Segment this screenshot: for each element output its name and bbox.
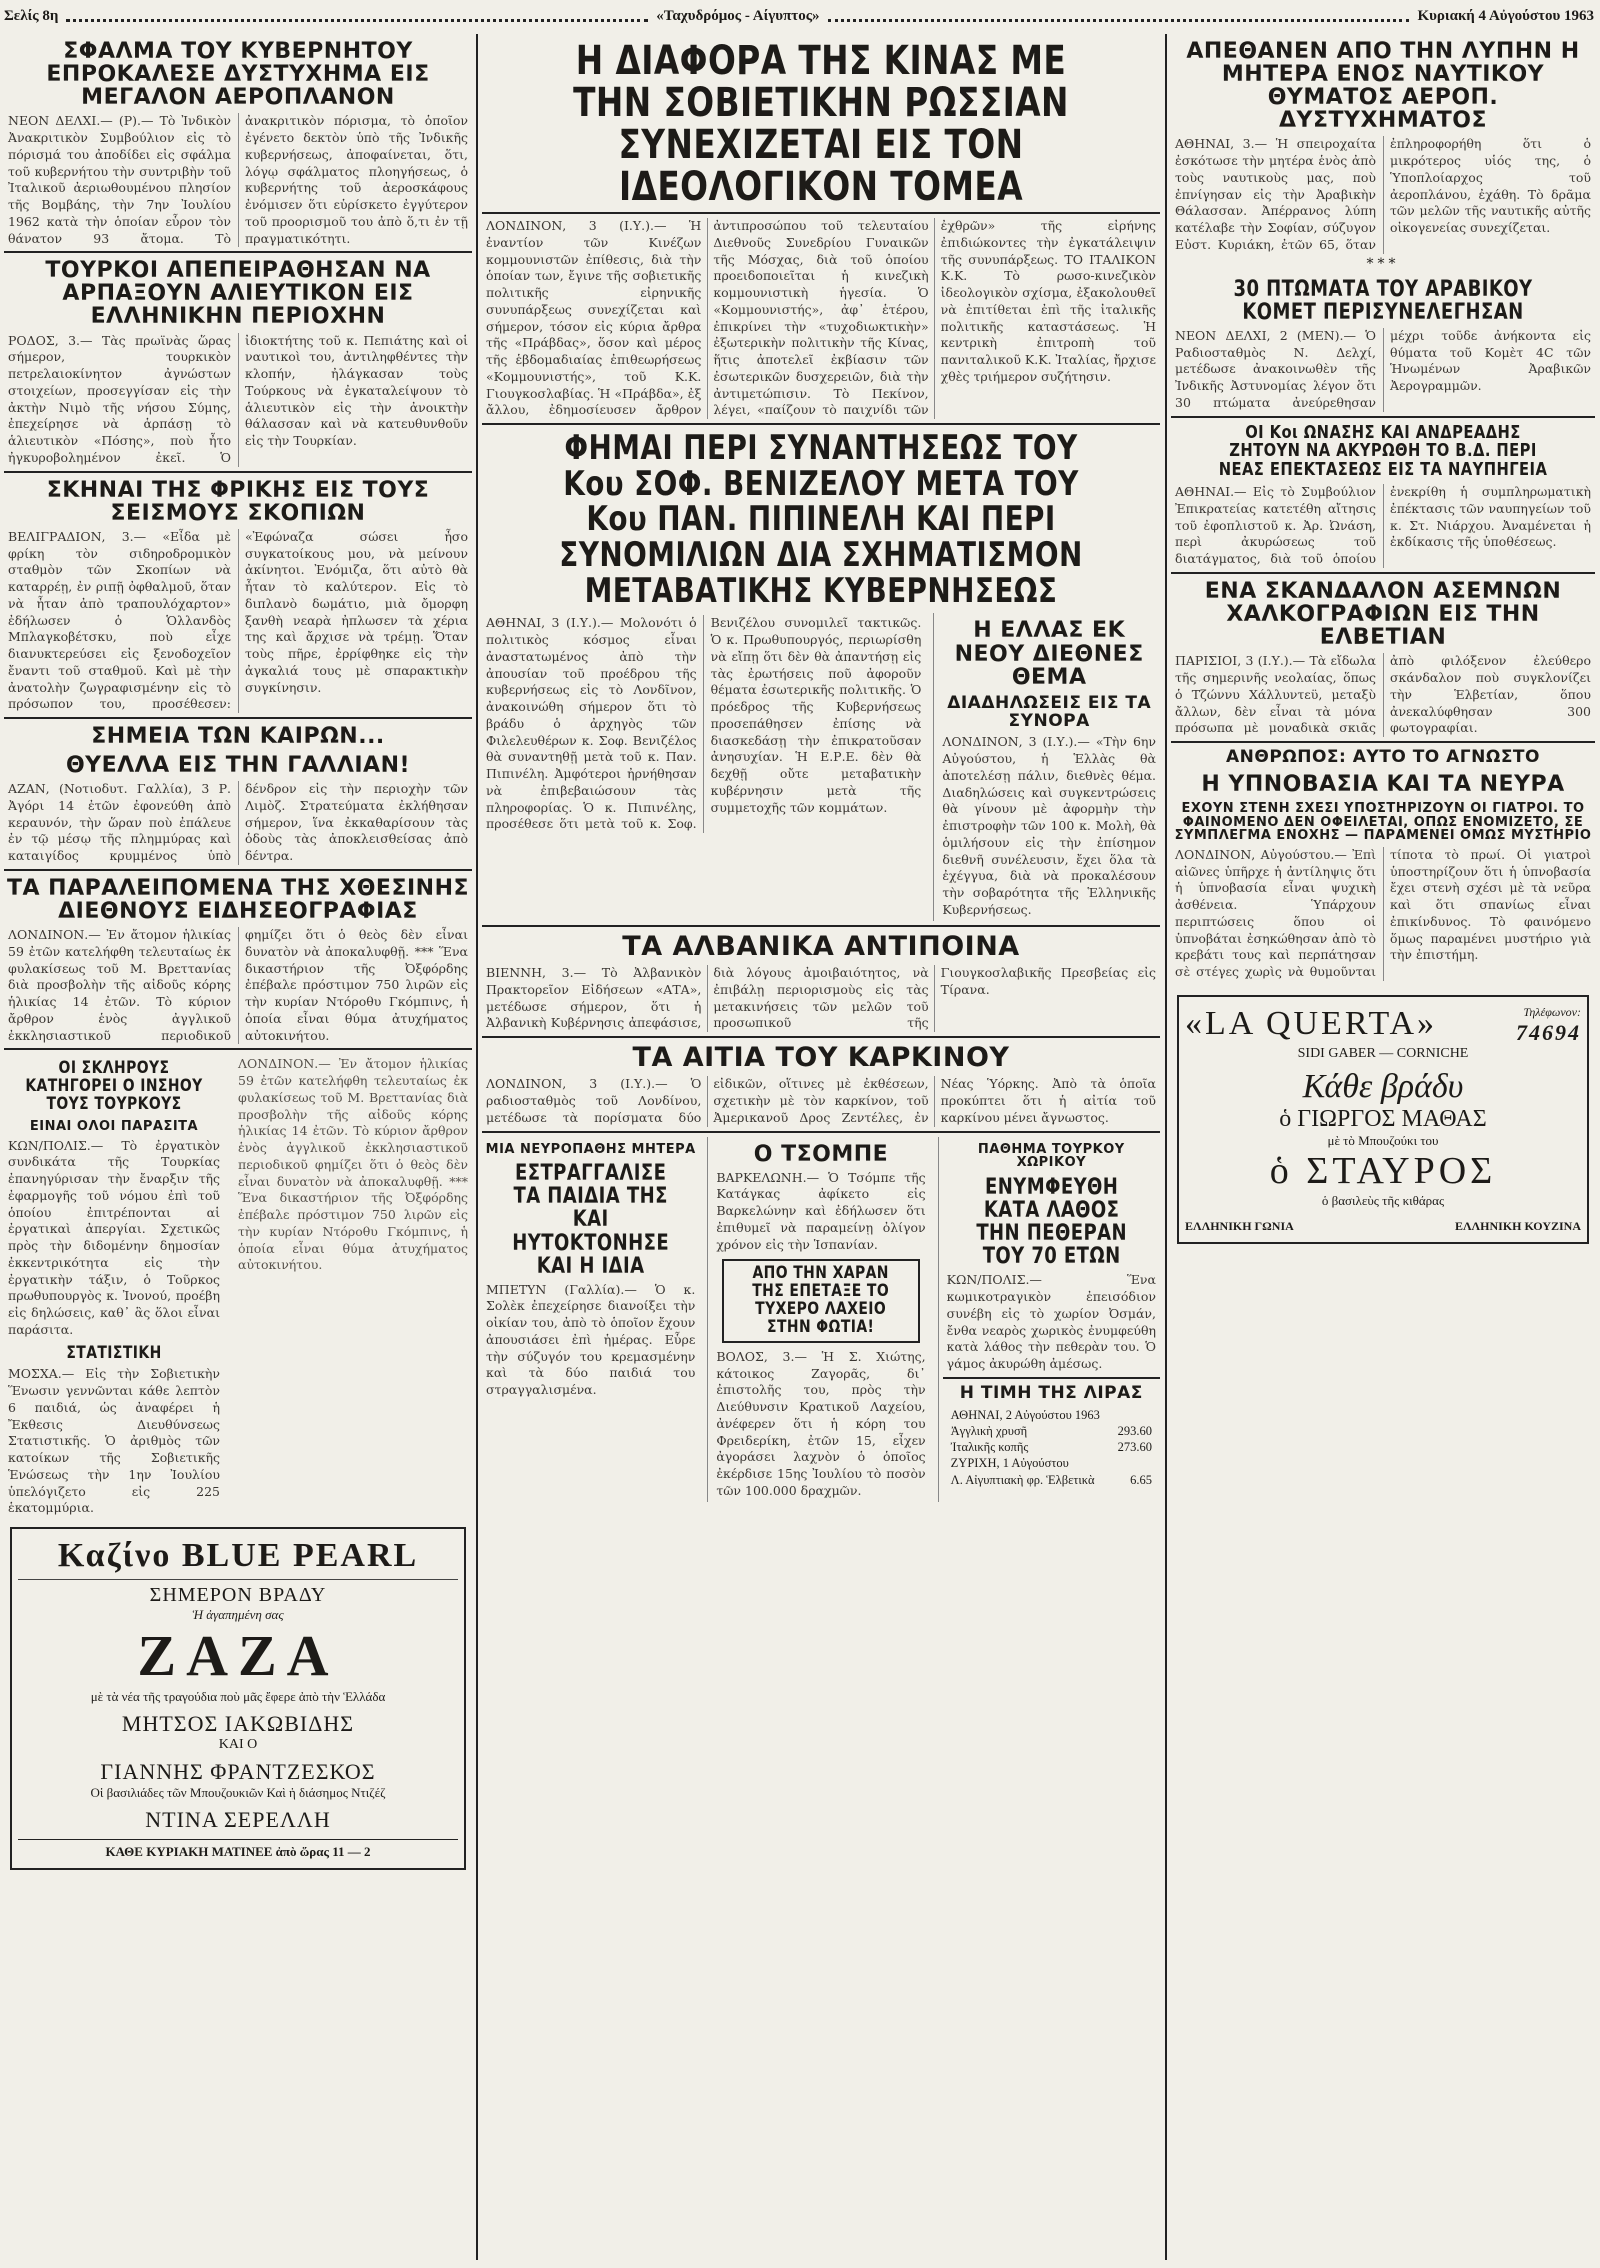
- article-text: ΒΙΕΝΝΗ, 3.— Τὸ Ἀλβανικὸν Πρακτορεῖον Εἰδήσεων «ΑΤΑ», μετέδωσε σήμερον, ὅτι ἡ Ἀλβανικὴ Κυβέρνησις ἀπεφάσισε, διὰ λόγους ἀμοιβαιότητος, νὰ ἐπιβάλῃ περιορισμοὺς εἰς τὰς μετακινήσεις τῶν μελῶν τοῦ προσωπικοῦ τῆς Γιουγκοσλαβικῆς Πρεσβείας εἰς Τίρανα.: [486, 965, 1156, 1031]
- subcolumn: [707, 1137, 929, 1502]
- article-text: ΜΟΣΧΑ.— Εἰς τὴν Σοβιετικὴν Ἕνωσιν γεννῶνται κάθε λεπτὸν 6 παιδιά, ὡς ἀναφέρει ἡ Ἔκθεσις Διευθύνσεως Στατιστικῆς. Ὁ ἀριθμὸς τῶν κατοίκων τῆς Σοβιετικῆς Ἑνώσεως τὴν 1ην Ἰουλίου ὑπελόγιζετο εἰς 225 ἑκατομμύρια.: [8, 1366, 220, 1516]
- ad-every-night: Κάθε βράδυ: [1302, 1067, 1464, 1105]
- rate-label: Λ. Αἰγυπτιακὴ φρ. Ἑλβετικὰ: [950, 1472, 1095, 1487]
- ad-tonight: ΣΗΜΕΡΟΝ ΒΡΑΔΥ: [149, 1584, 327, 1607]
- separator-stars: ***: [1366, 255, 1400, 272]
- article-text: ΚΩΝ/ΠΟΛΙΣ.— Ἕνα κωμικοτραγικὸν ἐπεισόδιον συνέβη εἰς τὸ χωρίον Ὀσμάν, ἔνθα νεαρὸς χωρικὸς ἐνυμφεύθη κατὰ λάθος τὴν πεθερὰν του. Ὁ γάμος ἀκυρώθη ἀμέσως.: [946, 1272, 1156, 1371]
- column-center: [482, 34, 1160, 2260]
- headline: 30 ΠΤΩΜΑΤΑ ΤΟΥ ΑΡΑΒΙΚΟΥ ΚΟΜΕΤ ΠΕΡΙΣΥΝΕΛΕΓΗΣΑΝ: [1233, 276, 1533, 325]
- article-text: ΚΩΝ/ΠΟΛΙΣ.— Τὸ ἐργατικὸν συνδικάτα τῆς Τουρκίας ἐπανηγύρισαν τὴν ἔναρξιν τῆς ἐφαρμογῆς τοῦ νόμου ἐπὶ τοῦ ὁποίου ἐπιτρέπονται αἱ ἐργατικαὶ ἀπεργίαι. Σχετικῶς πρὸς τὴν διδομένην δημοσίαν ἐκκεντρικότητα εἰς τὴν ἐργατικὴν τάξιν, ὁ Τοῦρκος πρωθυπουργὸς κ. Ἰνονού, προέβη εἰς δηλώσεις, καθ᾽ ἃς ὅλοι εἶναι παράσιτα.: [8, 1137, 220, 1337]
- headline: ΤΑ ΑΙΤΙΑ ΤΟΥ ΚΑΡΚΙΝΟΥ: [632, 1042, 1010, 1073]
- divider: [482, 423, 1160, 425]
- rates-dateline: ΖΥΡΙΧΗ, 1 Αὐγούστου: [950, 1456, 1069, 1471]
- article-text: ΝΕΟΝ ΔΕΛΧΙ.— (Ρ).— Τὸ Ἰνδικὸν Ἀνακριτικὸν Συμβούλιον εἰς τὸ πόρισμά του ἀποδίδει εἰς σφάλμα τοῦ κυβερνήτου τὴν συντριβὴν τοῦ Ἰταλικοῦ ἀεριωθουμένου πλησίον τῆς Βομβάης, τὴν 7ην Ἰουλίου 1962 κατὰ τὴν ὁποίαν εὗρον τὸν θάνατον 93 ἄτομα. Τὸ ἀνακριτικὸν πόρισμα, τὸ ὁποῖον ἐγένετο δεκτὸν ὑπὸ τῆς Ἰνδικῆς κυβερνήσεως, ἀποφαίνεται, ὅτι, λόγῳ σφάλματος πλοηγήσεως, ὁ κυβερνήτης τοῦ ἀεροσκάφους ἐνόμισεν ὅτι εὑρίσκετο ἐγγύτερον τοῦ προορισμοῦ του ἀπὸ ὅ,τι ἐν τῇ πραγματικότητι.: [8, 113, 468, 246]
- ad-beloved: Ἡ ἀγαπημένη σας: [192, 1607, 284, 1623]
- kicker: ΑΝΘΡΩΠΟΣ: ΑΥΤΟ ΤΟ ΑΓΝΩΣΤΟ: [1226, 747, 1540, 768]
- divider: [482, 1036, 1160, 1038]
- headline: ΕΣΤΡΑΓΓΑΛΙΣΕ ΤΑ ΠΑΙΔΙΑ ΤΗΣ ΚΑΙ ΗΥΤΟΚΤΟΝΗΣΕ ΚΑΙ Η ΙΔΙΑ: [512, 1161, 670, 1279]
- headline: ΤΑ ΠΑΡΑΛΕΙΠΟΜΕΝΑ ΤΗΣ ΧΘΕΣΙΝΗΣ ΔΙΕΘΝΟΥΣ ΕΙΔΗΣΕΟΓΡΑΦΙΑΣ: [6, 875, 470, 925]
- divider: [4, 1048, 472, 1050]
- headline: ΟΙ ΣΚΛΗΡΟΥΣ ΚΑΤΗΓΟΡΕΙ Ο ΙΝΣΗΟΥ ΤΟΥΣ ΤΟΥΡΚΟΥΣ: [25, 1058, 203, 1115]
- ad-footer-right: ΕΛΛΗΝΙΚΗ ΚΟΥΖΙΝΑ: [1454, 1218, 1581, 1233]
- center-block: [482, 613, 1160, 920]
- subcolumn: [933, 613, 1160, 920]
- divider: [482, 1131, 1160, 1133]
- headline: ΘΥΕΛΛΑ ΕΙΣ ΤΗΝ ΓΑΛΛΙΑΝ!: [65, 753, 411, 779]
- ad-casino-name: Καζίνο BLUE PEARL: [57, 1537, 419, 1575]
- ad-location: SIDI GABER — CORNICHE: [1297, 1045, 1469, 1061]
- ad-star: ΖΑΖΑ: [137, 1623, 339, 1689]
- article-text: ΝΕΟΝ ΔΕΛΧΙ, 2 (ΜΕΝ).— Ὁ Ραδιοσταθμὸς Ν. Δελχί, μετέδωσε ἀνακοινωθὲν τῆς Ἰνδικῆς Ἀστυνομίας λέγον ὅτι 30 πτώματα ἀνεύρεθησαν μέχρι τοῦδε ἀνήκοντα εἰς θύματα τοῦ Κομὲτ 4C τῶν Ἡνωμένων Ἀραβικῶν Ἀερογραμμῶν.: [1175, 327, 1591, 410]
- subcolumn: [482, 613, 925, 920]
- article-text: ΒΕΛΙΓΡΑΔΙΟΝ, 3.— «Εἶδα μὲ φρίκη τὸν σιδηροδρομικὸν σταθμὸν τῶν Σκοπίων νὰ καταρρέῃ, ἐν ριπῇ ὀφθαλμοῦ, ὅταν νὰ ἦταν ἀπὸ τραπουλόχαρτον» ἐδήλωσεν ὁ Ὁλλανδὸς Μπλαγκοβέτσκυ, ποὺ εἶχε διανυκτερεύσει εἰς ξενοδοχεῖον ἔναντι τοῦ σταθμοῦ. Καὶ μὲ τὴν ἀνατολὴν ζωγραφισμένην εἰς τὸ πρόσωπον του, προσέθεσεν: «Ἐφώναζα σώσει ἦσο συγκατοίκους μου, νὰ μείνουν ἀκίνητοι. Ἐνόμιζα, ὅτι αὐτὸ θὰ ἦταν τὸ καλύτερον. Εἰς τὸ διπλανὸ δωμάτιο, μιὰ ὄμορφη ξανθὴ νεαρὰ ἠπλωσεν τὰ χέρια της καὶ ἄρχισε νὰ τρέμῃ. Ὅταν τοὺς πῆρε, ἐρρίφθηκε εἰς τὴν ἀγκαλιά τους μὲ σπαρακτικὴν συγκίνησιν.: [8, 528, 468, 712]
- lead-headline: ΦΗΜΑΙ ΠΕΡΙ ΣΥΝΑΝΤΗΣΕΩΣ ΤΟΥ Κου ΣΟΦ. ΒΕΝΙΖΕΛΟΥ ΜΕΤΑ ΤΟΥ Κου ΠΑΝ. ΠΙΠΙΝΕΛΗ ΚΑΙ ΠΕΡΙ ΣΥΝΟΜΙΛΙΩΝ ΔΙΑ ΣΧΗΜΑΤΙΣΜΟΝ ΜΕΤΑΒΑΤΙΚΗΣ ΚΥΒΕΡΝΗΣΕΩΣ: [559, 428, 1083, 611]
- subcolumn: [938, 1137, 1160, 1502]
- ad-performer: ΝΤΙΝΑ ΣΕΡΕΛΛΗ: [145, 1807, 331, 1833]
- headline: ΟΙ Κοι ΩΝΑΣΗΣ ΚΑΙ ΑΝΔΡΕΑΔΗΣ ΖΗΤΟΥΝ ΝΑ ΑΚΥΡΩΘΗ ΤΟ Β.Δ. ΠΕΡΙ ΝΕΑΣ ΕΠΕΚΤΑΣΕΩΣ ΕΙΣ ΤΑ ΝΑΥΠΗΓΕΙΑ: [1218, 421, 1548, 481]
- headline: ΣΗΜΕΙΑ ΤΩΝ ΚΑΙΡΩΝ...: [91, 724, 385, 749]
- ad-king: ὁ βασιλεὺς τῆς κιθάρας: [1321, 1192, 1445, 1208]
- subheadline: ΔΙΑΔΗΛΩΣΕΙΣ ΕΙΣ ΤΑ ΣΥΝΟΡΑ: [947, 692, 1152, 731]
- article-text: ΛΟΝΔΙΝΟΝ, 3 (Ι.Υ.).— Ὁ ραδιοσταθμὸς τοῦ Λονδίνου, μετέδωσε τὰ πορίσματα δύο εἰδικῶν, οἵτινες μὲ ἐκθέσεων, σχετικὴν μὲ τὸν καρκίνον, τοῦ Ἀμερικανοῦ Δρος Ζεντέλες, ἐν Νέας Ὑόρκης. Ἀπὸ τὰ ὁποῖα προκύπτει ὅτι ἡ αἰτία τοῦ καρκίνου μένει ἄγνωστος.: [486, 1076, 1156, 1125]
- subcolumn: [482, 1137, 699, 1502]
- masthead-rule: [828, 11, 1410, 22]
- divider: [1171, 572, 1595, 574]
- headline: ΤΑ ΑΛΒΑΝΙΚΑ ΑΝΤΙΠΟΙΝΑ: [622, 930, 1020, 962]
- rate-row: [951, 1472, 1152, 1488]
- article-text: ΑΖΑΝ, (Νοτιοδυτ. Γαλλία), 3 Ρ. Ἀγόρι 14 ἐτῶν ἐφονεύθη ἀπὸ κεραυνόν, τὴν ὥραν ποὺ ἐπάλευε ἐν τῷ μέσῳ τῆς πλημμύρας καὶ καταιγίδος κρυμμένος ὑπὸ δένδρον εἰς τὴν περιοχὴν τῶν Λιμὸζ. Στρατεύματα ἐκλήθησαν σήμερον, ἵνα ἐκκαθαρίσουν τὰς ὁδοὺς τὰς ἀποκλεισθείσας ἀπὸ δέντρα.: [8, 781, 468, 864]
- subcolumn: [4, 1054, 224, 1519]
- ad-venue-name: «LA QUERTA»: [1185, 1004, 1438, 1042]
- ad-matinee: ΚΑΘΕ ΚΥΡΙΑΚΗ ΜΑΤΙΝΕΕ ἀπὸ ὥρας 11 — 2: [18, 1839, 458, 1860]
- divider: [482, 925, 1160, 927]
- headline: ΕΝΥΜΦΕΥΘΗ ΚΑΤΑ ΛΑΘΟΣ ΤΗΝ ΠΕΘΕΡΑΝ ΤΟΥ 70 ΕΤΩΝ: [975, 1174, 1127, 1270]
- divider: [4, 717, 472, 719]
- lower-left-block: [4, 1054, 472, 1519]
- article-text: ΠΑΡΙΣΙΟΙ, 3 (Ι.Υ.).— Τὰ εἴδωλα τῆς σημερινῆς νεολαίας, ὅπως ὁ Τζώννυ Χάλλυντεϋ, μεταξὺ ἄλλων, δὲν εἶναι τὰ μόνα πρόσωπα μὲ μοναδικὰ σκιᾶς ἀπὸ φιλόξενον ἐλεύθερο σκάνδαλον ποὺ συγκλονίζει τὴν Ἑλβετίαν, ὅπου ἀνεκαλύφθησαν 300 φωτογραφίαι.: [1175, 653, 1591, 736]
- rate-label: Ἀγγλικὴ χρυσῆ: [950, 1423, 1028, 1438]
- paper-name: «Ταχυδρόμος - Αίγυπτος»: [656, 7, 820, 24]
- divider: [1171, 416, 1595, 418]
- column-rule: [1165, 34, 1167, 2260]
- headline: ΣΤΑΤΙΣΤΙΚΗ: [66, 1342, 162, 1363]
- ad-songs: μὲ τὰ νέα τῆς τραγούδια ποὺ μᾶς ἔφερε ἀπὸ τὴν Ἑλλάδα: [90, 1689, 386, 1705]
- article-text: ΛΟΝΔΙΝΟΝ, Αὐγούστου.— Ἐπὶ αἰῶνες ὑπῆρχε ἡ ἀντίληψις ὅτι ἡ ὑπνοβασία εἶναι ψυχικὴ ἀσθένεια. Ὑπάρχουν περιπτώσεις ὅπου οἱ ὑπνοβάται ἐσηκώθησαν ἀπὸ τὸ κρεβάτι τους καὶ περπάτησαν σὲ στέγες χωρὶς νὰ θυμοῦνται τίποτα τὸ πρωί. Οἱ γιατροὶ ὑποστηρίζουν ὅτι ἡ ὑπνοβασία ἔχει στενὴ σχέσι μὲ τὰ νεῦρα καὶ ὅτι σπανίως εἶναι ἐπικίνδυνος. Τὸ φαινόμενο ὅμως παραμένει μυστήριο γιὰ τὴν ἐπιστήμη.: [1175, 846, 1591, 980]
- headline: Η ΥΠΝΟΒΑΣΙΑ ΚΑΙ ΤΑ ΝΕΥΡΑ: [1201, 771, 1565, 797]
- article-text: ΑΘΗΝΑΙ, 3 (Ι.Υ.).— Μολονότι ὁ πολιτικὸς κόσμος εἶναι ἀναστατωμένος ἀπὸ τὴν ἀπουσίαν τοῦ προέδρου τῆς κυβερνήσεως εἰς τὸ Λονδῖνον, ἀνακοινώθη σήμερον ὅτι τὸ βράδυ ὁ ἀρχηγὸς τῶν Φιλελευθέρων κ. Σοφ. Βενιζέλος θὰ συναντηθῇ μετὰ τοῦ κ. Παν. Πιπινέλη. Ἀμφότεροι ἠρνήθησαν νὰ ἐπιβεβαιώσουν τὰς πληροφορίας. Ὁ κ. Πιπινέλης, προσέθεσε ὅτι μετὰ τοῦ κ. Σοφ. Βενιζέλου συνομιλεῖ τακτικῶς. Ὁ κ. Πρωθυπουργός, περιωρίσθη νὰ εἴπῃ ὅτι δὲν θὰ ἀπαντήσῃ εἰς τὰς ἐρωτήσεις ποῦ ἀφοροῦν θέματα ἐσωτερικῆς πολιτικῆς. Ὁ πρόεδρος τῆς Κυβερνήσεως προσεπάθησεν ἐπίσης νὰ διασκεδάσῃ τὴν ἐπικρατοῦσαν ἀνησυχίαν. Ἡ Ε.Ρ.Ε. δὲν θὰ δεχθῇ οὔτε μεταβατικὴν κυβέρνησιν μετὰ τῆς συμμετοχῆς τῶν κομμάτων.: [486, 615, 922, 832]
- masthead: [4, 4, 1594, 28]
- divider: [4, 251, 472, 253]
- ad-with: μὲ τὸ Μπουζούκι του: [1327, 1132, 1439, 1148]
- divider: [943, 1377, 1160, 1379]
- masthead-rule: [66, 11, 648, 22]
- divider: [482, 212, 1160, 214]
- rates-dateline: ΑΘΗΝΑΙ, 2 Αὐγούστου 1963: [950, 1407, 1100, 1422]
- rate-value: 273.60: [1117, 1440, 1152, 1455]
- casino-advertisement: [10, 1527, 466, 1870]
- divider: [18, 1579, 458, 1580]
- headline: Η ΕΛΛΑΣ ΕΚ ΝΕΟΥ ΔΙΕΘΝΕΣ ΘΕΜΑ: [954, 618, 1144, 690]
- article-text: ΛΟΝΔΙΝΟΝ, 3 (Ι.Υ.).— «Τὴν 6ην Αὐγούστου, ἡ Ἑλλὰς θὰ ἀποτελέσῃ πάλιν, διεθνὲς θέμα. Διαδηλώσεις καὶ συγκεντρώσεις θὰ γίνουν μὲ ἀφορμὴν τὴν ἐπιστροφὴν τῶν 100 κ. Μολὴ, θὰ ὁμιλήσουν εἰς τὴν ἐπίσημον διεθνῆ συνέλευσιν, ἔχει ὅλα τὰ ἐχέγγυα, διὰ νὰ προκαλέσουν τὴν σοβαρότητα τῆς Ἑλληνικῆς Κυβερνήσεως.: [942, 734, 1156, 917]
- ad-footer-left: ΕΛΛΗΝΙΚΗ ΓΩΝΙΑ: [1185, 1218, 1294, 1233]
- ad-musician: ὁ ΣΤΑΥΡΟΣ: [1269, 1149, 1497, 1192]
- rate-value: 6.65: [1130, 1472, 1152, 1487]
- rate-row: [951, 1423, 1152, 1439]
- column-rule: [476, 34, 478, 2260]
- headline: Η ΤΙΜΗ ΤΗΣ ΛΙΡΑΣ: [959, 1382, 1143, 1403]
- headline: Ο ΤΣΟΜΠΕ: [753, 1141, 889, 1167]
- ad-footer: [1185, 1219, 1581, 1234]
- boxed-headline: [722, 1259, 919, 1342]
- subcolumn: [234, 1054, 472, 1519]
- article-text: ΛΟΝΔΙΝΟΝ, 3 (Ι.Υ.).— Ἡ ἐναντίον τῶν Κινέζων κομμουνιστῶν ἐπίθεσις, διὰ τὴν ὁποίαν των, ἔγινε τῆς σοβιετικῆς πολιτικῆς εἰρηνικῆς συνυπάρξεως συνεχίζεται καὶ σήμερον, τόσον εἰς κύρια ἄρθρα τῆς «Πράβδας», ὅσον καὶ μέρος τῆς ἑβδομαδιαίας ἐπιθεωρήσεως «Κομμουνιστής», τοῦ Κ.Κ. Γιουγκοσλαβίας. Ἡ «Πράβδα», ἐξ ἄλλου, ἐδημοσίευσεν ἄρθρον ἀντιπροσώπου τοῦ τελευταίου Διεθνοῦς Συνεδρίου Γυναικῶν τῆς Μόσχας, διὰ τοῦ ὁποίου προειδοποιεῖται ἡ κινεζικὴ κομμουνιστικὴ ἡγεσία. Ὁ «Κομμουνιστής», ἀφ᾽ ἑτέρου, ἐπικρίνει τὴν «τυχοδιωκτικὴν» ἐξωτερικὴν πολιτικὴν τῆς Κίνας, ἥτις ἀποτελεῖ ἐκβίασιν τῶν ἐσωτερικῶν δυσχερειῶν, διὰ τὴν ἀντιμετώπισιν. Τὸ Πεκίνον, λέγει, «παίζουν τὸ παιχνίδι τῶν ἐχθρῶν» τῆς εἰρήνης ἐπιδιώκοντες τὴν ἐγκατάλειψιν τῆς συνυπάρξεως. ΤΟ ΙΤΑΛΙΚΟΝ Κ.Κ. Τὸ ρωσο-κινεζικὸν ἰδεολογικὸν σχίσμα, ἐξακολουθεῖ νὰ ἐπιτίθεται ἐπὶ τῆς ἰταλικῆς πολιτικῆς καταστάσεως. Ἡ κεντρικὴ ἐπιτροπὴ τοῦ πανιταλικοῦ Κ.Κ. Ἰταλίας, ἤρχισε χθὲς τριήμερον συζήτησιν.: [486, 218, 1156, 418]
- subheadline: ΕΧΟΥΝ ΣΤΕΝΗ ΣΧΕΣΙ ΥΠΟΣΤΗΡΙΖΟΥΝ ΟΙ ΓΙΑΤΡΟΙ. ΤΟ ΦΑΙΝΟΜΕΝΟ ΔΕΝ ΟΦΕΙΛΕΤΑΙ, ΟΠΩΣ ΕΝΟΜΙΖΕΤΟ, ΣΕ ΣΥΜΠΛΕΓΜΑ ΕΝΟΧΗΣ — ΠΑΡΑΜΕΝΕΙ ΟΜΩΣ ΜΥΣΤΗΡΙΟ: [1174, 800, 1592, 844]
- article-text: ΒΟΛΟΣ, 3.— Ἡ Σ. Χιώτης, κάτοικος Ζαγορᾶς, δι᾽ ἐπιστολῆς του, πρὸς τὴν Διεύθυνσιν Κρατικοῦ Λαχείου, ἀνέφερεν ὅτι ἡ κόρη του Φρειδερίκη, ἐτῶν 15, εἶχεν ἀγοράσει λαχνὸν ὁ ὁποῖος ἐκέρδισε 15ης Ἰουλίου τὸ ποσὸν τῶν 100.000 δραχμῶν.: [716, 1348, 926, 1498]
- headline: ΑΠΟ ΤΗΝ ΧΑΡΑΝ ΤΗΣ ΕΠΕΤΑΞΕ ΤΟ ΤΥΧΕΡΟ ΛΑΧΕΙΟ ΣΤΗΝ ΦΩΤΙΑ!: [752, 1263, 890, 1337]
- ad-phone-block: [1516, 1005, 1581, 1046]
- article-text: ΡΟΔΟΣ, 3.— Τὰς πρωϊνὰς ὥρας σήμερον, τουρκικὸν πετρελαιοκίνητον ἀγνώστων στοιχείων, προσεγγίσαν εἰς τὴν ἀκτὴν Νιμὸ τῆς νήσου Σύμης, ἐπεχείρησε νὰ ἁρπάσῃ τὸ ἁλιευτικὸν «Πόσης», ποὺ ἦτο ἠγκυροβολημένον ἐκεῖ. Ὁ ἰδιοκτήτης τοῦ κ. Πεπιάτης καὶ οἱ ναυτικοὶ του, ἀντιληφθέντες τὴν κλοπήν, ἠλάγκασαν τοὺς Τούρκους νὰ ἐγκαταλείψουν τὸ ἁλιευτικὸν εἰς τὴν ἀνοικτὴν θάλασσαν καὶ νὰ κατευθυνθοῦν εἰς τὴν Τουρκίαν.: [8, 332, 468, 465]
- article-text: ΒΑΡΚΕΛΩΝΗ.— Ὁ Τσόμπε τῆς Κατάγκας ἀφίκετο εἰς Βαρκελώνην καὶ ἐδήλωσεν ὅτι ἐπιθυμεῖ νὰ παραμείνῃ ὀλίγον χρόνον εἰς τὴν Ἱσπανίαν.: [716, 1169, 926, 1252]
- column-right: [1171, 34, 1595, 2260]
- headline: ΤΟΥΡΚΟΙ ΑΠΕΠΕΙΡΑΘΗΣΑΝ ΝΑ ΑΡΠΑΞΟΥΝ ΑΛΙΕΥΤΙΚΟΝ ΕΙΣ ΕΛΛΗΝΙΚΗΝ ΠΕΡΙΟΧΗΝ: [45, 258, 431, 330]
- restaurant-advertisement: [1177, 995, 1589, 1244]
- column-left: [4, 34, 472, 2260]
- page-number: Σελίς 8η: [4, 7, 59, 24]
- kicker: ΠΑΘΗΜΑ ΤΟΥΡΚΟΥ ΧΩΡΙΚΟΥ: [977, 1141, 1125, 1171]
- article-text: ΛΟΝΔΙΝΟΝ.— Ἐν ἄτομον ἡλικίας 59 ἐτῶν κατελήφθη τελευταίως ἐκ φυλακίσεως τοῦ Μ. Βρεττανίας διὰ προσβολὴν τῆς αἰδοῦς κόρης ἡλικίας 14 ἐτῶν. Τὸ κύριον ἄρθρον ἑνὸς ἀγγλικοῦ ἐκκλησιαστικοῦ περιοδικοῦ φημίζει ὅτι ὁ θεὸς δὲν εἶναι δυνατὸν νὰ ἀποκαλυφθῇ. *** Ἕνα δικαστήριον τῆς Ὀξφόρδης ἐπέβαλε πρόστιμον 750 λιρῶν εἰς τὴν κυρίαν Ντόροθυ Γκόμπινς, ἡ ὁποία εἶναι θύμα ἀτυχήματος αὐτοκινήτου.: [238, 1056, 468, 1273]
- rate-row: [951, 1439, 1152, 1455]
- rate-label: Ἰταλικῆς κοπῆς: [950, 1440, 1029, 1455]
- kicker: ΜΙΑ ΝΕΥΡΟΠΑΘΗΣ ΜΗΤΕΡΑ: [485, 1141, 696, 1157]
- issue-date: Κυριακή 4 Αὐγούστου 1963: [1417, 7, 1595, 24]
- ad-performer: ΓΙΑΝΝΗΣ ΦΡΑΝΤΖΕΣΚΟΣ: [100, 1759, 376, 1785]
- ad-and: ΚΑΙ Ο: [218, 1737, 258, 1753]
- article-text: ΛΟΝΔΙΝΟΝ.— Ἐν ἄτομον ἡλικίας 59 ἐτῶν κατελήφθη τελευταίως ἐκ φυλακίσεως τοῦ Μ. Βρεττανίας διὰ προσβολὴν τῆς αἰδοῦς κόρης ἡλικίας 14 ἐτῶν. Τὸ κύριον ἄρθρον ἑνὸς ἀγγλικοῦ ἐκκλησιαστικοῦ περιοδικοῦ φημίζει ὅτι ὁ θεὸς δὲν εἶναι δυνατὸν νὰ ἀποκαλυφθῇ. *** Ἕνα δικαστήριον τῆς Ὀξφόρδης ἐπέβαλε πρόστιμον 750 λιρῶν εἰς τὴν κυρίαν Ντόροθυ Γκόμπινς, ἡ ὁποία εἶναι θύμα ἀτυχήματος αὐτοκινήτου.: [8, 927, 468, 1043]
- divider: [4, 471, 472, 473]
- subheadline: ΕΙΝΑΙ ΟΛΟΙ ΠΑΡΑΣΙΤΑ: [29, 1118, 199, 1134]
- ad-description: Οἱ βασιλιάδες τῶν Μπουζουκιῶν Καὶ ἡ διάσημος Ντιζέζ: [90, 1785, 386, 1801]
- article-text: ΑΘΗΝΑΙ, 3.— Ἡ σπειροχαίτα ἐσκότωσε τὴν μητέρα ἑνὸς ἀπὸ τοὺς ναυτικοὺς μας, ποὺ ἐπνίγησαν εἰς τὴν Ἀραβικὴν Θάλασσαν. Ἀπέρρανος λύπη κατέλαβε τὴν Σοφίαν, σύζυγον Εὐστ. Κυριάκη, ἐτῶν 65, ὅταν ἐπληροφορήθη ὅτι ὁ μικρότερος υἱός της, ὁ Ὑποπλοίαρχος τοῦ ἀεροπλάνου, ἐχάθη. Τὸ δρᾶμα τῶν μελῶν τῆς ναυτικῆς αὐτῆς οἰκογενείας συνεχίζεται.: [1175, 136, 1591, 252]
- article-text: ΑΘΗΝΑΙ.— Εἰς τὸ Συμβούλιον Ἐπικρατείας κατετέθη αἴτησις τοῦ ἐφοπλιστοῦ κ. Ἀρ. Ὠνάση, περὶ ἀκυρώσεως τοῦ διατάγματος, διὰ τοῦ ὁποίου ἐνεκρίθη ἡ συμπληρωματικὴ ἐπέκτασις τῶν ναυπηγείων τοῦ κ. Στ. Νιάρχου. Ἀναμένεται ἡ ἐκδίκασις τῆς ὑποθέσεως.: [1175, 484, 1591, 567]
- ad-phone: 74694: [1516, 1019, 1581, 1045]
- ad-top-row: [1185, 1005, 1581, 1046]
- ad-singer: ὁ ΓΙΩΡΓΟΣ ΜΑΘΑΣ: [1279, 1105, 1487, 1132]
- article-text: ΜΠΕΤΥΝ (Γαλλία).— Ὁ κ. Σολὲκ ἐπεχείρησε διανοίξει τὴν οἰκίαν του, ἀπὸ τὸ ὁποῖον ἔχουν ἀπουσιάσει ἐπὶ ἡμέρας. Εὗρε τὴν σύζυγόν του κρεμασμένην καὶ τὰ δύο παιδιά του στραγγαλισμένα.: [486, 1281, 696, 1398]
- ad-performer: ΜΗΤΣΟΣ ΙΑΚΩΒΙΔΗΣ: [121, 1711, 355, 1737]
- lower-center-block: [482, 1137, 1160, 1502]
- rate-value: 293.60: [1117, 1423, 1152, 1438]
- divider: [4, 869, 472, 871]
- divider: [1171, 741, 1595, 743]
- headline: ΕΝΑ ΣΚΑΝΔΑΛΟΝ ΑΣΕΜΝΩΝ ΧΑΛΚΟΓΡΑΦΙΩΝ ΕΙΣ ΤΗΝ ΕΛΒΕΤΙΑΝ: [1204, 578, 1562, 651]
- headline: ΑΠΕΘΑΝΕΝ ΑΠΟ ΤΗΝ ΛΥΠΗΝ Η ΜΗΤΕΡΑ ΕΝΟΣ ΝΑΥΤΙΚΟΥ ΘΥΜΑΤΟΣ ΑΕΡΟΠ. ΔΥΣΤΥΧΗΜΑΤΟΣ: [1186, 39, 1580, 134]
- lead-headline: Η ΔΙΑΦΟΡΑ ΤΗΣ ΚΙΝΑΣ ΜΕ ΤΗΝ ΣΟΒΙΕΤΙΚΗΝ ΡΩΣΣΙΑΝ ΣΥΝΕΧΙΖΕΤΑΙ ΕΙΣ ΤΟΝ ΙΔΕΟΛΟΓΙΚΟΝ ΤΟΜΕΑ: [573, 38, 1069, 210]
- ad-phone-label: Τηλέφωνον:: [1523, 1004, 1581, 1019]
- exchange-rates: [951, 1407, 1152, 1488]
- headline: ΣΦΑΛΜΑ ΤΟΥ ΚΥΒΕΡΝΗΤΟΥ ΕΠΡΟΚΑΛΕΣΕ ΔΥΣΤΥΧΗΜΑ ΕΙΣ ΜΕΓΑΛΟΝ ΑΕΡΟΠΛΑΝΟΝ: [46, 39, 430, 111]
- headline: ΣΚΗΝΑΙ ΤΗΣ ΦΡΙΚΗΣ ΕΙΣ ΤΟΥΣ ΣΕΙΣΜΟΥΣ ΣΚΟΠΙΩΝ: [46, 477, 430, 526]
